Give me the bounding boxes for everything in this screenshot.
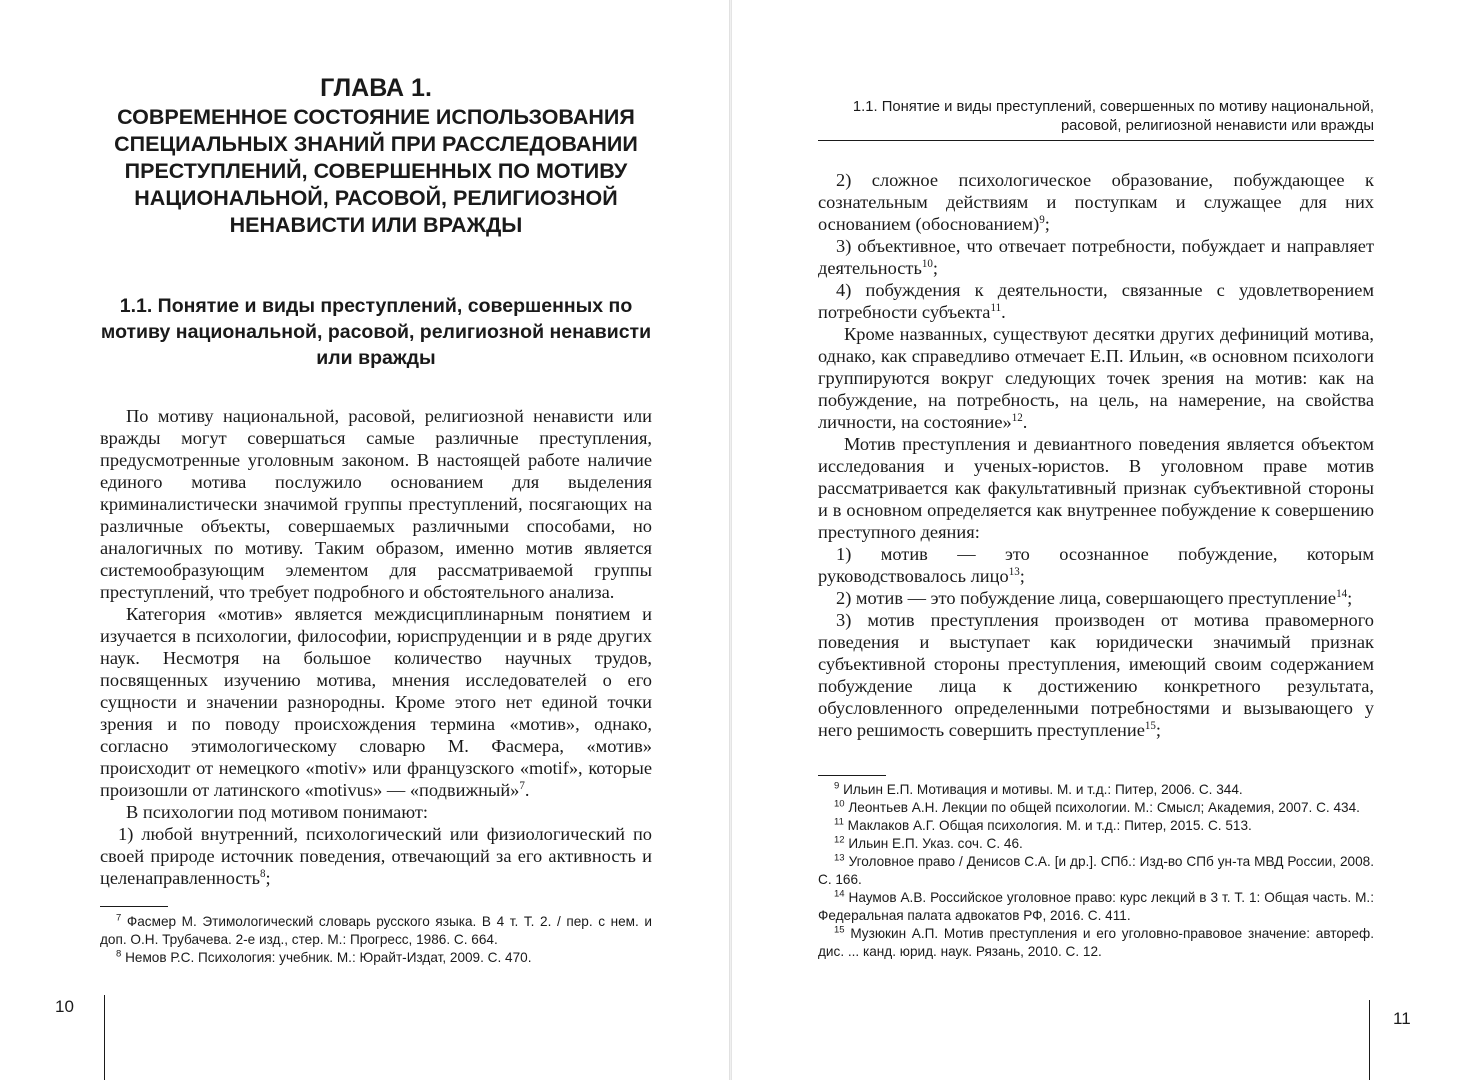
footnote-ref: 13 — [1008, 565, 1020, 578]
page-number: 11 — [1393, 1009, 1411, 1028]
footnote-ref: 15 — [1144, 719, 1156, 732]
list-item: 3) объективное, что отвечает потребности, побуждает и направляет деятельность$^{10}$; — [818, 236, 1374, 278]
footnote-ref: 7 — [519, 779, 525, 792]
paragraph: Категория «мотив» является междисциплинарным понятием и изучается в психологии, философии, юриспруденции и в ряде других наук. Несмотря на большое количество научных трудов, посвященных изучению мотива, мнения исследователей о его сущности и значении разнородны. Кроме этого нет единой точки зрения и по поводу происхождения термина «мотив», однако, согласно этимологическому словарю М. Фасмера, «мотив» происходит от немецкого «motiv» или французского «motif», которые произошли от латинского «motivus» — «подвижный»$^7$. — [100, 604, 652, 800]
footnote-ref: 12 — [1011, 411, 1023, 424]
running-head: 1.1. Понятие и виды преступлений, совершенных по мотиву национальной, расовой, религиозной ненависти или вражды — [852, 99, 1374, 134]
right-footnotes — [818, 781, 1374, 961]
list-item: 4) побуждения к деятельности, связанные с удовлетворением потребности субъекта$^{11}$. — [818, 280, 1374, 322]
left-footnotes — [100, 913, 652, 967]
list-item: 3) мотив преступления производен от мотива правомерного поведения и выступает как юридически значимый признак субъективной стороны преступления, имеющий своим содержанием побуждение лица к достижению конкретного результата, обусловленного определенными потребностями и вызывающего у него решимость совершить преступление$^{15}$; — [818, 610, 1374, 740]
footnote: $^{13}$ Уголовное право / Денисов С.А. [и др.]. СПб.: Изд-во СПб ун-та МВД России, 2008. С. 166. — [818, 852, 1374, 887]
list-item: 1) мотив — это осознанное побуждение, которым руководствовалось лицо$^{13}$; — [818, 544, 1374, 586]
paragraph: В психологии под мотивом понимают: — [126, 802, 428, 822]
chapter-heading — [100, 75, 652, 239]
footnote: $^{10}$ Леонтьев А.Н. Лекции по общей психологии. М.: Смысл; Академия, 2007. С. 434. — [834, 798, 1360, 815]
page-number: 10 — [55, 997, 74, 1016]
footnote-ref: 14 — [1336, 587, 1348, 600]
footnote-divider — [818, 775, 886, 776]
chapter-title: СОВРЕМЕННОЕ СОСТОЯНИЕ ИСПОЛЬЗОВАНИЯ СПЕЦИАЛЬНЫХ ЗНАНИЙ ПРИ РАССЛЕДОВАНИИ ПРЕСТУПЛЕНИЙ, СОВЕРШЕННЫХ ПО МОТИВУ НАЦИОНАЛЬНОЙ, РАСОВОЙ, РЕЛИГИОЗНОЙ НЕНАВИСТИ ИЛИ ВРАЖДЫ — [114, 105, 638, 237]
list-item: 1) любой внутренний, психологический или физиологический по своей природе источник поведения, отвечающий за его активность и целенаправленность$^8$; — [100, 824, 652, 888]
right-page — [732, 0, 1463, 1080]
left-body-text — [100, 405, 652, 889]
right-body-text — [818, 169, 1374, 741]
footnote: $^{15}$ Музюкин А.П. Мотив преступления и его уголовно-правовое значение: автореф. дис. ... канд. юрид. наук. Рязань, 2010. С. 12. — [818, 924, 1374, 959]
footnote: $^9$ Ильин Е.П. Мотивация и мотивы. М. и т.д.: Питер, 2006. С. 344. — [834, 780, 1243, 797]
footnote-ref: 8 — [260, 867, 266, 880]
page-edge-rule — [1369, 1000, 1370, 1080]
footnote-ref: 10 — [921, 257, 933, 270]
list-item: 2) мотив — это побуждение лица, совершающего преступление$^{14}$; — [836, 587, 1353, 608]
section-title: 1.1. Понятие и виды преступлений, совершенных по мотиву национальной, расовой, религиозной ненависти или вражды — [100, 295, 652, 369]
chapter-number: ГЛАВА 1. — [320, 74, 432, 102]
paragraph: Кроме названных, существуют десятки других дефиниций мотива, однако, как справедливо отмечает Е.П. Ильин, «в основном психологи группируются вокруг следующих точек зрения на мотив: как на побуждение, на потребность, на цель, на намерение, на свойства личности, на состояние»$^{12}$. — [818, 324, 1374, 432]
left-page — [0, 0, 730, 1080]
footnote: $^8$ Немов Р.С. Психология: учебник. М.: Юрайт-Издат, 2009. С. 470. — [116, 948, 532, 965]
list-item: 2) сложное психологическое образование, побуждающее к сознательным действиям и поступкам и служащее для них основанием (обоснованием)$^9$; — [818, 170, 1374, 234]
paragraph: Мотив преступления и девиантного поведения является объектом исследования и ученых-юристов. В уголовном праве мотив рассматривается как факультативный признак субъективной стороны и в основном определяется как внутреннее побуждение к совершению преступного деяния: — [818, 434, 1374, 542]
footnote: $^{14}$ Наумов А.В. Российское уголовное право: курс лекций в 3 т. Т. 1: Общая часть. М.: Федеральная палата адвокатов РФ, 2016. С. 411. — [818, 888, 1374, 923]
footnote-ref: 11 — [990, 301, 1002, 314]
footnote: $^7$ Фасмер М. Этимологический словарь русского языка. В 4 т. Т. 2. / пер. с нем. и доп. О.Н. Трубачева. 2-е изд., стер. М.: Прогресс, 1986. С. 664. — [100, 912, 652, 947]
footnote: $^{11}$ Маклаков А.Г. Общая психология. М. и т.д.: Питер, 2015. С. 513. — [834, 816, 1252, 833]
footnote: $^{12}$ Ильин Е.П. Указ. соч. С. 46. — [834, 834, 1023, 851]
header-rule — [818, 140, 1374, 141]
paragraph: По мотиву национальной, расовой, религиозной ненависти или вражды могут совершаться самые различные преступления, предусмотренные уголовным законом. В настоящей работе наличие единого мотива послужило основанием для выделения криминалистически значимой группы преступлений, посягающих на различные объекты, совершаемых различными способами, но аналогичных по мотиву. Таким образом, именно мотив является системообразующим элементом для рассматриваемой группы преступлений, что требует подробного и обстоятельного анализа. — [100, 406, 652, 602]
footnote-ref: 9 — [1039, 213, 1045, 226]
page-edge-rule — [104, 995, 105, 1080]
footnote-divider — [100, 906, 168, 907]
